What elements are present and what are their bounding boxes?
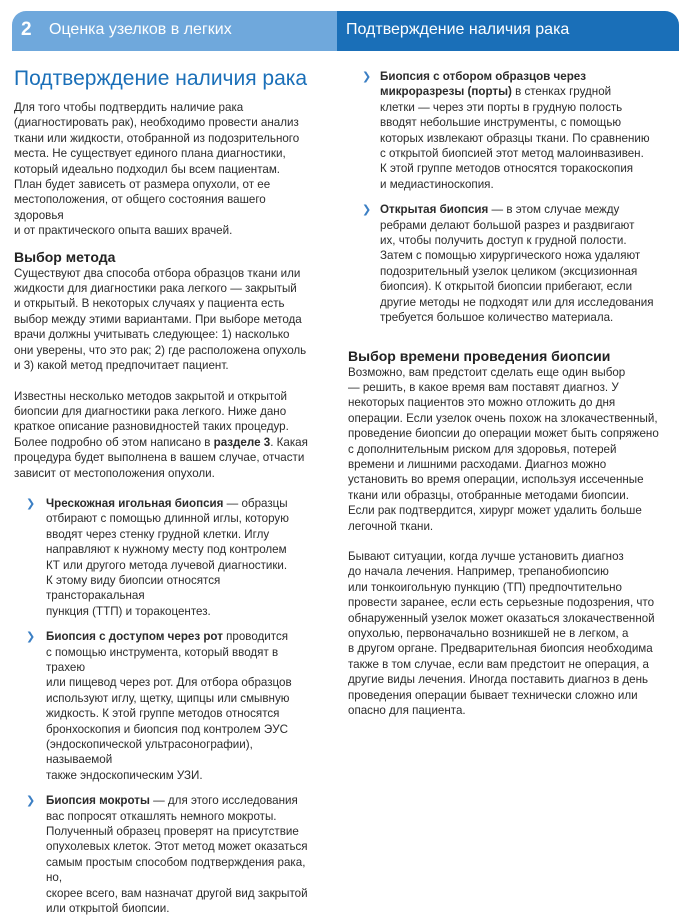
chevron-right-icon: ❯ (26, 497, 36, 510)
chapter-title: Оценка узелков в легких (49, 21, 232, 38)
list-item: ❯ Чрескожная игольная биопсия — образцы отбирают с помощью длинной иглы, которую вводят через стенку грудной клетки. Иглу направляют к нужному месту под контролем КТ или другого метода лучевой диагностики. К этому виду биопсии относятся трансторакальная пункция (ТТП) и торакоцентез. (26, 496, 289, 618)
list-item: ❯ Биопсия с доступом через рот проводится с помощью инструмента, который вводят в трахею или пищевод через рот. Для отбора образцов используют иглу, щетку, щипцы или смывную жидкость. К этой группе методов относятся бронхоскопия и биопсия под контролем ЭУС (эндоскопической ультрасонографии), называемой также эндоскопическим УЗИ. (26, 630, 292, 782)
page-header (12, 11, 679, 51)
chapter-tab (12, 11, 337, 51)
chapter-number: 2 (21, 19, 32, 40)
final-paragraph: Бывают ситуации, когда лучше установить диагноз до начала лечения. Например, трепанобиопсию или тонкоигольную пункцию (ТП) предпочтительно провести заранее, если есть серьезные подозрения, что обнаруженный узелок может оказаться злокачественной опухолью, первоначально возникшей не в легком, а в другом органе. Предварительная биопсия необходима также в том случае, если вам предстоит не операция, а другие виды лечения. Иногда поставить диагноз в день проведения операции бывает технически сложно или опасно для пациента. (348, 549, 655, 718)
timing-paragraph: Возможно, вам предстоит сделать еще один выбор — решить, в какое время вам поставят диагноз. У некоторых пациентов это можно отложить до дня операции. Если узелок очень похож на злокачественный, проведение биопсии до операции может быть сопряжено с дополнительным риском для здоровья, потерей времени и лишними расходами. Диагноз можно установить во время операции, используя иссеченные ткани или образцы, отобранные методами биопсии. Если рак подтвердится, хирург может удалить больше легочной ткани. (348, 365, 659, 533)
page-title: Подтверждение наличия рака (14, 67, 308, 90)
left-column (14, 66, 316, 917)
section-reference: разделе 3 (213, 435, 271, 449)
chevron-right-icon: ❯ (26, 631, 36, 644)
list-item: ❯ Биопсия мокроты — для этого исследования вас попросят откашлять немного мокроты. Полученный образец проверят на присутствие опухолевых клеток. Этот метод может оказаться самым простым способом подтверждения рака, но, скорее всего, вам назначат другой вид закрытой или открытой биопсии. (26, 794, 308, 916)
chevron-right-icon: ❯ (362, 204, 372, 217)
open-biopsy-list (348, 69, 676, 326)
method-heading: Выбор метода (14, 248, 116, 265)
timing-heading: Выбор времени проведения биопсии (348, 347, 611, 364)
section-tab (337, 11, 679, 51)
closed-biopsy-list (14, 496, 316, 917)
intro-paragraph: Для того чтобы подтвердить наличие рака (диагностировать рак), необходимо провести анализ ткани или жидкости, отобранной из подозрительного места. Не существует единого плана диагностики, который идеально подходил бы всем пациентам. План будет зависеть от размера опухоли, от ее местоположения, от общего состояния вашего здоровья и от практического опыта ваших врачей. (14, 101, 300, 238)
closed-biopsy-paragraph: Известны несколько методов закрытой и открытой биопсии для диагностики рака легкого. Ниже дано краткое описание разновидностей таких процедур. Более подробно об этом написано в разделе 3. Какая процедура будет выполнена в вашем случае, отчасти зависит от местоположения опухоли. (14, 389, 308, 480)
section-title: Подтверждение наличия рака (346, 21, 570, 38)
list-item: ❯ Биопсия с отбором образцов через микроразрезы (порты) в стенках грудной клетки — через эти порты в грудную полость вводят небольшие инструменты, с помощью которых извлекают образцы ткани. По сравнению с открытой биопсией этот метод малоинвазивен. К этой группе методов относятся торакоскопия и медиастиноскопия. (362, 70, 650, 191)
list-item: ❯ Открытая биопсия — в этом случае между ребрами делают большой разрез и раздвигают их, чтобы получить доступ к грудной полости. Затем с помощью хирургического ножа удаляют подозрительный узелок целиком (эксцизионная биопсия). К открытой биопсии прибегают, если другие методы не подходят или для исследования требуется большое количество материала. (362, 203, 654, 325)
method-paragraph: Существуют два способа отбора образцов ткани или жидкости для диагностики рака легкого — закрытый и открытый. В некоторых случаях у пациента есть выбор между этими вариантами. При выборе метода врачи должны учитывать следующее: 1) насколько они уверены, что это рак; 2) где расположена опухоль и 3) какой метод предпочитает пациент. (14, 266, 307, 373)
chevron-right-icon: ❯ (26, 795, 36, 808)
chevron-right-icon: ❯ (362, 71, 372, 83)
right-column (348, 69, 676, 718)
